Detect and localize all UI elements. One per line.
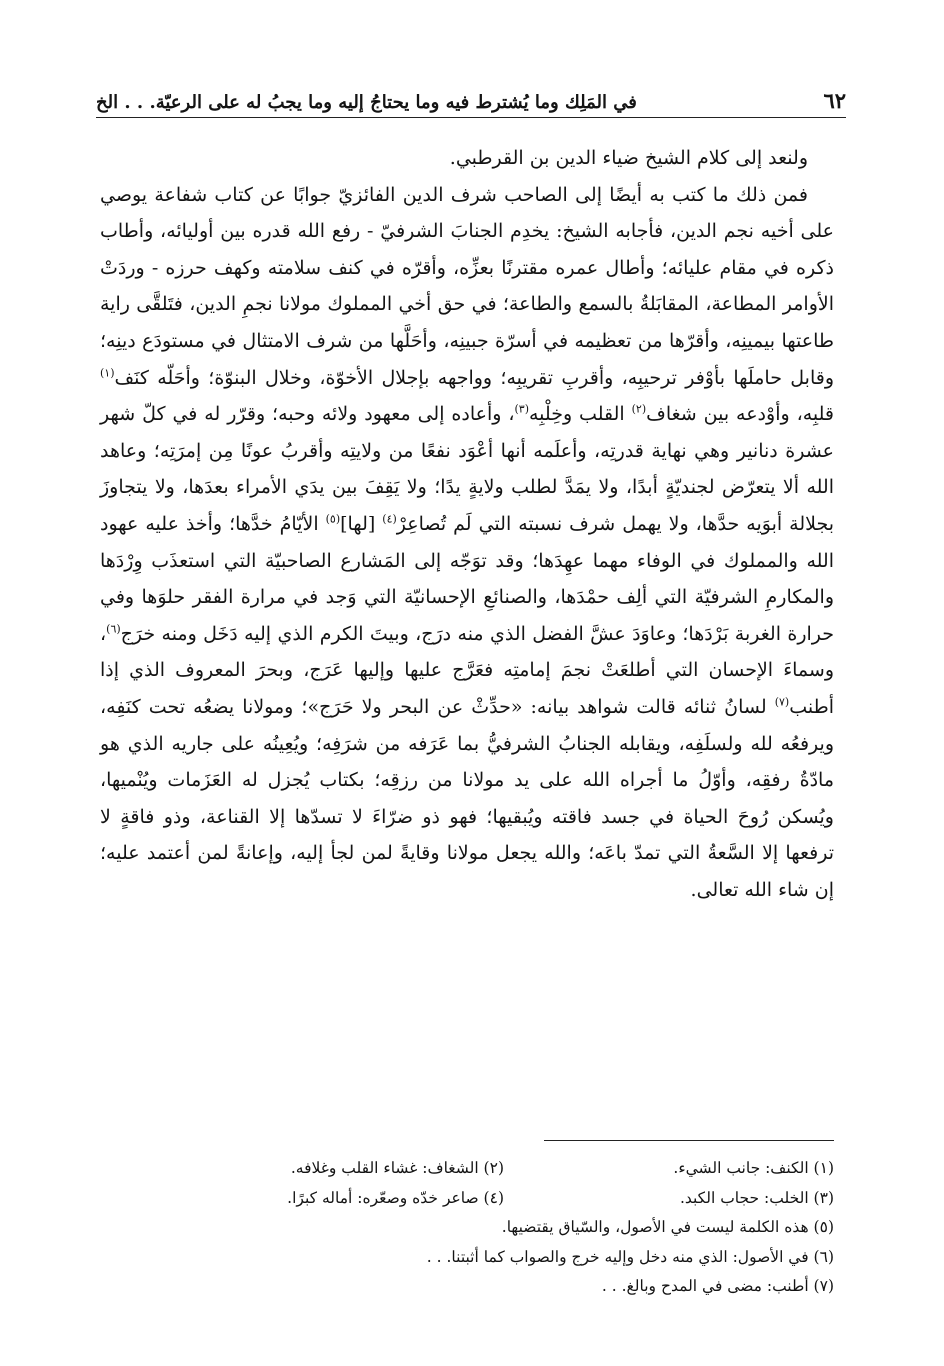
text-segment: قلبِه، وأوْدعه بين شغاف: [646, 403, 835, 426]
footnote-1: (١) الكنف: جانب الشيء.: [673, 1159, 834, 1177]
footnote-7: (٧) أطنب: مضى في المدح وبالغ. . .: [601, 1277, 834, 1295]
footnote-ref-1: (١): [100, 366, 115, 380]
page-number: ٦٢: [823, 88, 846, 113]
page-header: [96, 82, 846, 118]
text-segment: لسانُ ثنائه قالت شواهد بيانه: «حدِّثْ عن البحر ولا حَرَج»؛ ومولانا يضعُه تحت كنَفِه، ويرفعُه لله ولسلَفِه، ويقابله الجنابُ الشرفيُّ بما عَرَفه من شرَفِه؛ ويُعِينُه على جاريه الذي هو مادّةُ رفقِه، وأوّلُ ما أجراه الله على يد مولانا من رزقِه؛ بكتاب يُجزل له العَزَمات ويُنْميها، ويُسكن رُوحَ الحياة في جسد فاقته ويُبقيها؛ فهو ذو ضرّاءَ لا تسدّها إلا القناعة، وذو فاقةٍ لا ترفعها إلا السَّعةُ التي تمدّ باعَه؛ والله يجعل مولانا وقايةً لمن لجأ إليه، وإعانةً لمن أعتمد عليه؛ إن شاء الله تعالى.: [100, 695, 834, 901]
footnote-row: [100, 1184, 834, 1214]
footnote-ref-2: (٢): [631, 402, 647, 416]
text-segment: ، وأعاده إلى معهود ولائه وحبه؛ وقرّر له في كلّ شهر عشرة دنانير وهي نهاية قدرتِه، وأعلَمه أنها أعْوَد نفعًا من ولايتِه وأقربُ عونًا مِن إمرَتِه؛ وعاهد الله ألا يتعرّض لجنديّةٍ أبدًا، ولا يمَدَّ لطلب ولايةٍ يدًا؛ ولا يَقِفَ بين يدَي الأمراء بعدَها، ولا يتجاوزَ بجلالة أبوَيه حدَّها، ولا يهمل شرف نسبته التي لَم تُصاعِرْ: [100, 403, 835, 535]
footnote-divider: [544, 1140, 834, 1141]
footnote-ref-5: (٥): [325, 512, 341, 526]
running-title: في المَلِك وما يُشترط فيه وما يحتاجُ إليه وما يجبُ له على الرعيّة. . . الخ: [96, 92, 637, 113]
text-segment: [لها]: [340, 512, 383, 535]
paragraph-intro: ولنعد إلى كلام الشيخ ضياء الدين بن القرطبي.: [449, 147, 808, 169]
footnotes: [100, 1154, 834, 1302]
footnote-6: (٦) في الأصول: الذي منه دخل وإليه خرج والصواب كما أثبتنا. . .: [426, 1247, 834, 1266]
paragraph-letter: [100, 177, 834, 909]
footnote-3: (٣) الخلب: حجاب الكبد.: [679, 1188, 834, 1207]
text-segment: الأيّامُ خدَّها؛ وأخذ عليه عهود الله والمملوك في الوفاء مهما عهِدَها؛ وقد توَجّه إلى المَشارع الصاحبيّة التي استعذَب وِرْدَها والمكارمِ الشرفيّة التي ألِف حمْدَها، والصنائعِ الإحسانيّة التي وَجد في مرارة الفقر حلوَها وفي حرارة الغربة بَرْدَها؛ وعاوَدَ عشَّ الفضل الذي منه درَج، وبيتَ الكرم الذي إليه دَخَل ومنه خرَج: [100, 512, 834, 645]
body-text: [100, 140, 834, 908]
footnote-5: (٥) هذه الكلمة ليست في الأصول، والسّياق يقتضيها.: [501, 1218, 834, 1236]
footnote-row: [100, 1154, 834, 1184]
footnote-ref-4: (٤): [382, 512, 397, 526]
text-segment: ، وسماءَ الإحسان التي أطلعَتْ نجمَ إمامتِه فعَرَّج عليها وإليها عَرَج، وبحرَ المعروف الذي إذا أطنب: [100, 622, 834, 718]
footnote-ref-6: (٦): [106, 622, 121, 636]
text-segment: القلب وخِلْبِه: [528, 403, 632, 426]
footnote-4: (٤) صاعر خدّه وصعّره: أماله كبرًا.: [287, 1188, 504, 1207]
footnote-2: (٢) الشغاف: غشاء القلب وغلافه.: [290, 1159, 504, 1177]
footnote-ref-3: (٣): [514, 402, 529, 416]
text-segment: فمن ذلك ما كتب به أيضًا إلى الصاحب شرف الدين الفائزيّ جوابًا عن كتاب شفاعة يوصي على أخيه نجم الدين، فأجابه الشيخ: يخدِم الجنابَ الشرفيّ - رفع الله قدره بين أوليائه، وأطاب ذكره في مقام عليائه؛ وأطال عمره مقترنًا بعزِّه، وأقرّه في كنف سلامته وكهف حرزه - وردَتْ الأوامر المطاعة، المقابَلةُ بالسمع والطاعة؛ في حق أخي المملوك مولانا نجمِ الدين، فتَلقَّى راية طاعتها بيمينِه، وأقرّها من تعظيمه في أسرّة جبينِه، وأحَلَّها من شرف الامتثال في مستودَع دينِه؛ وقابل حاملَها بأوْفر ترحيبِه، وأقربِ تقريبِه؛ وواجهه بإجلال الأخوّة، وخلال البنوّة؛ وأحَلّه كنَف: [100, 183, 834, 389]
footnote-ref-7: (٧): [774, 695, 790, 709]
